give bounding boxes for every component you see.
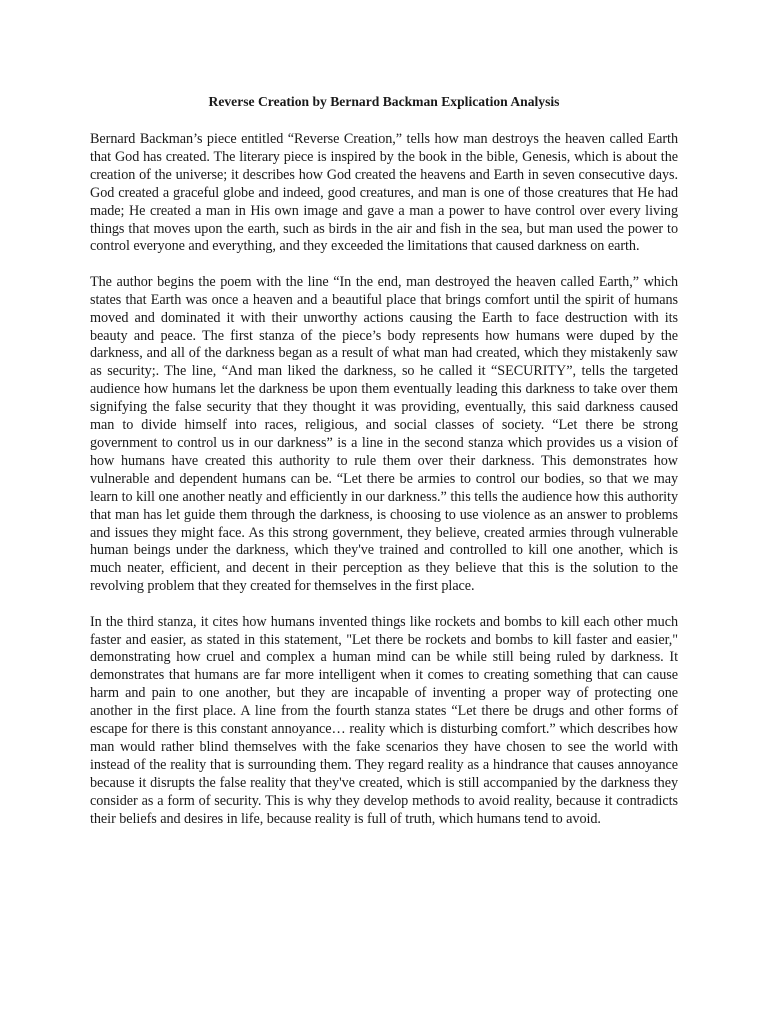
paragraph: Bernard Backman’s piece entitled “Reverse Creation,” tells how man destroys the heaven called Earth that God has created. The literary piece is inspired by the book in the bible, Genesis, which is about the creation of the universe; it describes how God created the heavens and Earth in seven consecutive days. God created a graceful globe and indeed, good creatures, and man is one of those creatures that He had made; He created a man in His own image and gave a man a power to have control over every living things that moves upon the earth, such as birds in the air and fish in the sea, but man used the power to control everyone and everything, and they exceeded the limitations that caused darkness on earth. — [90, 131, 678, 255]
paragraph: The author begins the poem with the line “In the end, man destroyed the heaven called Earth,” which states that Earth was once a heaven and a beautiful place that brings comfort until the spirit of humans moved and dominated it with their unworthy actions causing the Earth to face destruction with its beauty and peace. The first stanza of the piece’s body represents how humans were duped by the darkness, and all of the darkness began as a result of what man had created, which they mistakenly saw as security;. The line, “And man liked the darkness, so he called it “SECURITY”, tells the targeted audience how humans let the darkness be upon them eventually leading this darkness to take over them signifying the false security that they thought it was providing, eventually, this said darkness caused man to divide himself into races, religious, and social classes of society. “Let there be strong government to control us in our darkness” is a line in the second stanza which provides us a vision of how humans have created this authority to rule them over their darkness. This demonstrates how vulnerable and dependent humans can be. “Let there be armies to control our bodies, so that we may learn to kill one another neatly and efficiently in our darkness.” this tells the audience how this authority that man has let guide them through the darkness, is choosing to use violence as an answer to problems and issues they might face. As this strong government, they believe, created armies through vulnerable human beings under the darkness, which they've trained and controlled to kill one another, which is much neater, efficient, and decent in their perception as they believe that this is the solution to the revolving problem that they created for themselves in the first place. — [90, 273, 678, 595]
document-title: Reverse Creation by Bernard Backman Explication Analysis — [208, 94, 560, 109]
paragraph: In the third stanza, it cites how humans invented things like rockets and bombs to kill each other much faster and easier, as stated in this statement, "Let there be rockets and bombs to kill faster and easier," demonstrating how cruel and complex a human mind can be while still being ruled by darkness. It demonstrates that humans are far more intelligent when it comes to creating something that can cause harm and pain to one another, but they are incapable of inventing a proper way of protecting one another in the first place. A line from the fourth stanza states “Let there be drugs and other forms of escape for there is this constant annoyance… reality which is disturbing comfort.” which describes how man would rather blind themselves with the fake scenarios they have chosen to see the world with instead of the reality that is surrounding them. They regard reality as a hindrance that causes annoyance because it disrupts the false reality that they've created, which is still accompanied by the darkness they consider as a form of security. This is why they develop methods to avoid reality, because it contradicts their beliefs and desires in life, because reality is full of truth, which humans tend to avoid. — [90, 613, 678, 827]
document-body — [90, 131, 678, 846]
